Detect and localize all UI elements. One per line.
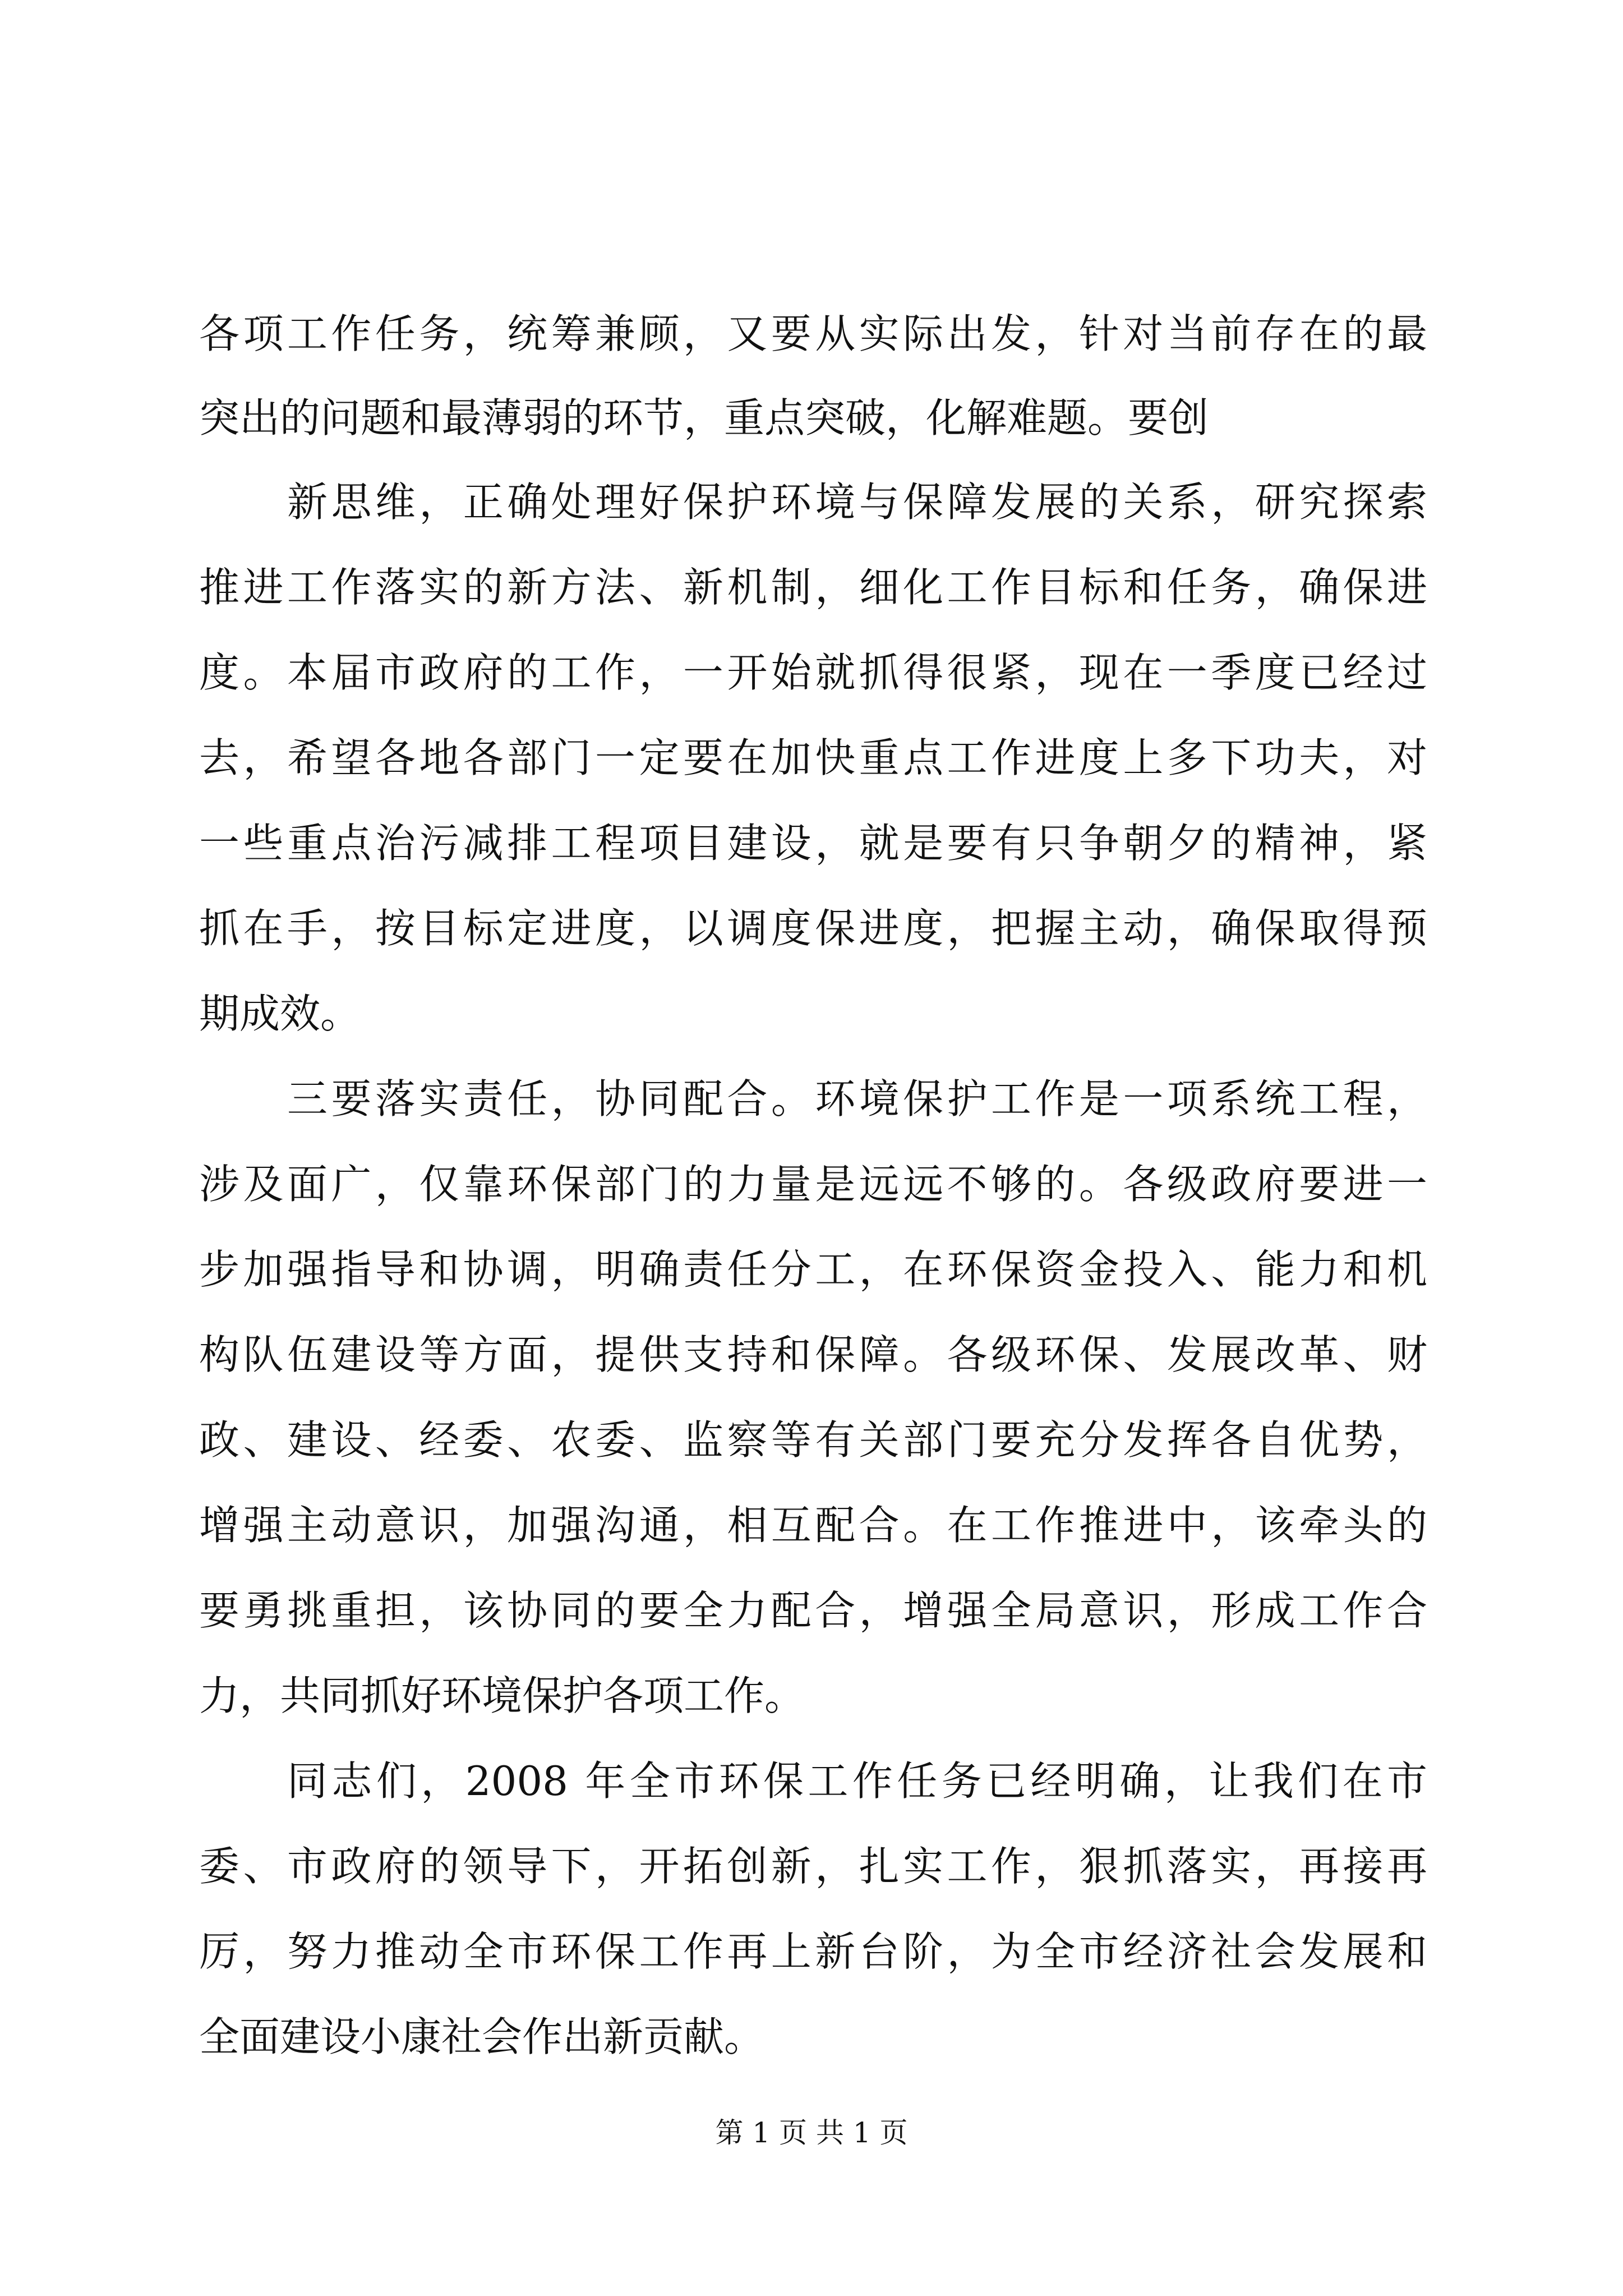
paragraph-4-line-4: 全面建设小康社会作出新贡献。 [199,2013,765,2060]
paragraph-2-line-7: 期成效。 [199,990,361,1037]
paragraph-1-line-1: 各项工作任务，统筹兼顾，又要从实际出发，针对当前存在的最 [199,310,1427,357]
paragraph-3-line-1: 三要落实责任，协同配合。环境保护工作是一项系统工程， [287,1075,1427,1122]
paragraph-2-line-6: 抓在手，按目标定进度，以调度保进度，把握主动，确保取得预 [199,905,1427,952]
paragraph-3-line-8: 力，共同抓好环境保护各项工作。 [199,1672,805,1719]
paragraph-3-line-3: 步加强指导和协调，明确责任分工，在环保资金投入、能力和机 [199,1246,1427,1293]
paragraph-3-line-4: 构队伍建设等方面，提供支持和保障。各级环保、发展改革、财 [199,1331,1427,1378]
paragraph-4-line-2: 委、市政府的领导下，开拓创新，扎实工作，狠抓落实，再接再 [199,1843,1427,1890]
paragraph-2-line-2: 推进工作落实的新方法、新机制，细化工作目标和任务，确保进 [199,564,1427,611]
paragraph-4-line-3: 厉，努力推动全市环保工作再上新台阶，为全市经济社会发展和 [199,1928,1427,1975]
paragraph-2-line-1: 新思维，正确处理好保护环境与保障发展的关系，研究探索 [287,478,1427,526]
paragraph-4-line-1: 同志们，2008 年全市环保工作任务已经明确，让我们在市 [287,1757,1427,1805]
paragraph-3-line-5: 政、建设、经委、农委、监察等有关部门要充分发挥各自优势， [199,1416,1427,1464]
paragraph-1-line-2: 突出的问题和最薄弱的环节，重点突破，化解难题。要创 [199,394,1209,441]
paragraph-3-line-6: 增强主动意识，加强沟通，相互配合。在工作推进中，该牵头的 [199,1502,1427,1549]
paragraph-3-line-7: 要勇挑重担，该协同的要全力配合，增强全局意识，形成工作合 [199,1587,1427,1634]
page-number-footer: 第 1 页 共 1 页 [715,2116,908,2149]
paragraph-2-line-5: 一些重点治污减排工程项目建设，就是要有只争朝夕的精神，紧 [199,820,1427,867]
paragraph-2-line-4: 去，希望各地各部门一定要在加快重点工作进度上多下功夫，对 [199,734,1427,781]
paragraph-2-line-3: 度。本届市政府的工作，一开始就抓得很紧，现在一季度已经过 [199,649,1427,696]
paragraph-3-line-2: 涉及面广，仅靠环保部门的力量是远远不够的。各级政府要进一 [199,1161,1427,1208]
